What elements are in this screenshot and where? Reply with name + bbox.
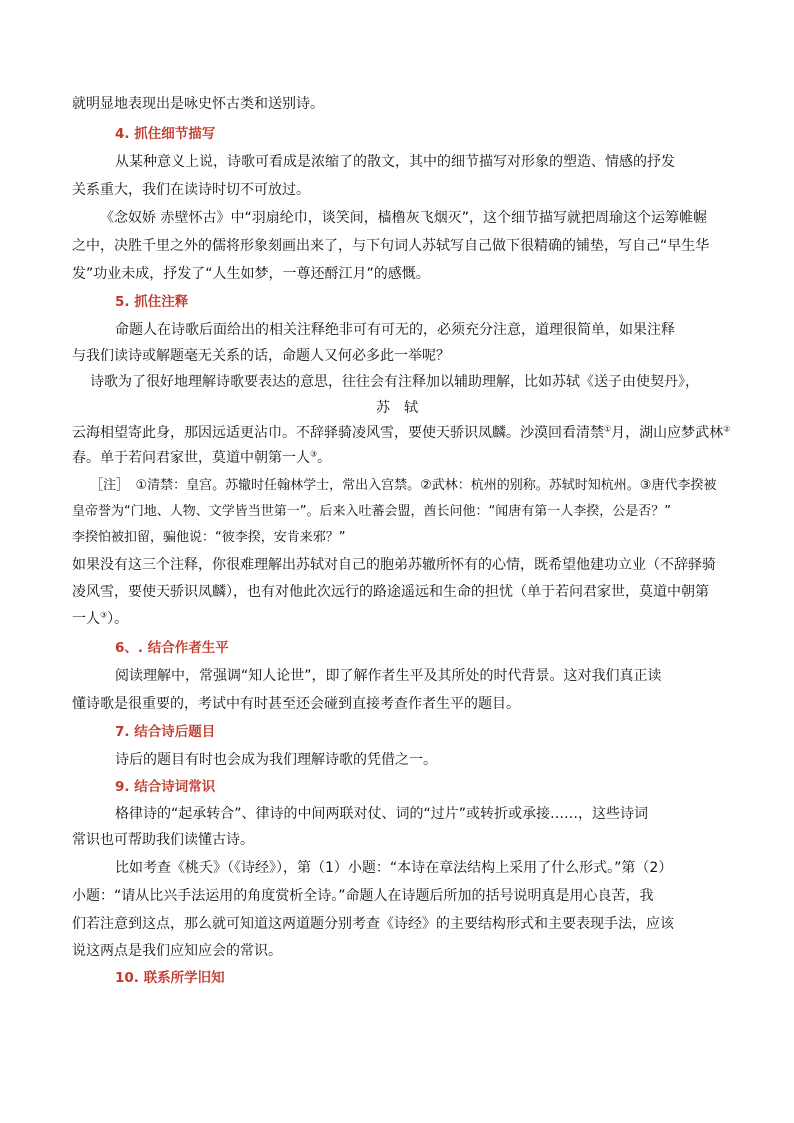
section-heading-4: 4. 抓住细节描写 [115, 126, 216, 142]
paragraph-line: 命题人在诗歌后面给出的相关注释绝非可有可无的，必须充分注意，道理很简单，如果注释 [115, 322, 675, 338]
paragraph-line: 发”功业未成，抒发了“人生如梦，一尊还酹江月”的感慨。 [72, 266, 430, 282]
paragraph-line: 们若注意到这点，那么就可知道这两道题分别考查《诗经》的主要结构形式和主要表现手法，应该 [72, 916, 674, 932]
footnote-marker: ③ [100, 610, 108, 620]
annotation-line: 皇帝誉为“门地、人物、文学皆当世第一”。后来入吐蕃会盟，酋长问他：“闻唐有第一人李揆，公是否？” [72, 504, 671, 519]
poem-line: 云海相望寄此身，那因远适更沾巾。不辞驿骑凌风雪，要使天骄识凤麟。沙漠回看清禁①月，湖山应梦武林② [72, 424, 731, 441]
paragraph-line: 诗歌为了很好地理解诗歌要表达的意思，往往会有注释加以辅助理解，比如苏轼《送子由使契丹》， [90, 374, 699, 390]
paragraph-line: 之中，决胜千里之外的儒将形象刻画出来了，与下句词人苏轼写自己做下很精确的铺垫，写自己“早生华 [72, 238, 710, 254]
section-heading-7: 7. 结合诗后题目 [115, 724, 216, 740]
paragraph-line: 常识也可帮助我们读懂古诗。 [72, 832, 254, 848]
paragraph-line: 阅读理解中，常强调“知人论世”，即了解作者生平及其所处的时代背景。这对我们真正读 [115, 668, 662, 684]
annotation-line: 李揆怕被扣留，骗他说：“彼李揆，安肯来邪？” [72, 530, 346, 545]
section-heading-6: 6、. 结合作者生平 [115, 640, 229, 656]
paragraph-line: 凌风雪，要使天骄识凤麟），也有对他此次远行的路途遥远和生命的担忧（单于若问君家世，莫道中朝第 [72, 584, 709, 600]
section-heading-10: 10. 联系所学旧知 [115, 970, 225, 986]
paragraph-line: 就明显地表现出是咏史怀古类和送别诗。 [72, 96, 324, 112]
paragraph-line: 从某种意义上说，诗歌可看成是浓缩了的散文，其中的细节描写对形象的塑造、情感的抒发 [115, 154, 675, 170]
paragraph-line: 比如考查《桃夭》（《诗经》），第（1）小题：“本诗在章法结构上采用了什么形式。”第（2） [115, 860, 673, 876]
paragraph-line: 小题：“请从比兴手法运用的角度赏析全诗。”命题人在诗题后所加的括号说明真是用心良苦，我 [72, 888, 654, 904]
poem-line: 春。单于若问君家世，莫道中朝第一人③。 [72, 449, 332, 466]
footnote-marker: ③ [310, 449, 318, 459]
footnote-marker: ② [723, 424, 731, 434]
footnote-marker: ① [604, 424, 612, 434]
paragraph-line: 格律诗的“起承转合”、律诗的中间两联对仗、词的“过片”或转折或承接……，这些诗词 [115, 806, 649, 822]
poem-author: 苏 轼 [376, 400, 418, 416]
annotation-line: ［注］ ①清禁：皇宫。苏辙时任翰林学士，常出入宫禁。②武林：杭州的别称。苏轼时知杭州。③唐代李揆被 [90, 478, 717, 493]
paragraph-line: 一人③）。 [72, 610, 129, 627]
paragraph-line: 与我们读诗或解题毫无关系的话，命题人又何必多此一举呢？ [72, 348, 450, 364]
paragraph-line: 诗后的题目有时也会成为我们理解诗歌的凭借之一。 [115, 752, 437, 768]
paragraph-line: 如果没有这三个注释，你很难理解出苏轼对自己的胞弟苏辙所怀有的心情，既希望他建功立业（不辞驿骑 [72, 557, 716, 573]
paragraph-line: 关系重大，我们在读诗时切不可放过。 [72, 182, 310, 198]
section-heading-9: 9. 结合诗词常识 [115, 779, 216, 795]
paragraph-line: 说这两点是我们应知应会的常识。 [72, 943, 282, 959]
section-heading-5: 5. 抓住注释 [115, 294, 189, 310]
paragraph-line: 《念奴娇 赤壁怀古》中“羽扇纶巾，谈笑间，樯橹灰飞烟灭”，这个细节描写就把周瑜这个运筹帷幄 [100, 210, 707, 226]
paragraph-line: 懂诗歌是很重要的，考试中有时甚至还会碰到直接考查作者生平的题目。 [72, 696, 520, 712]
